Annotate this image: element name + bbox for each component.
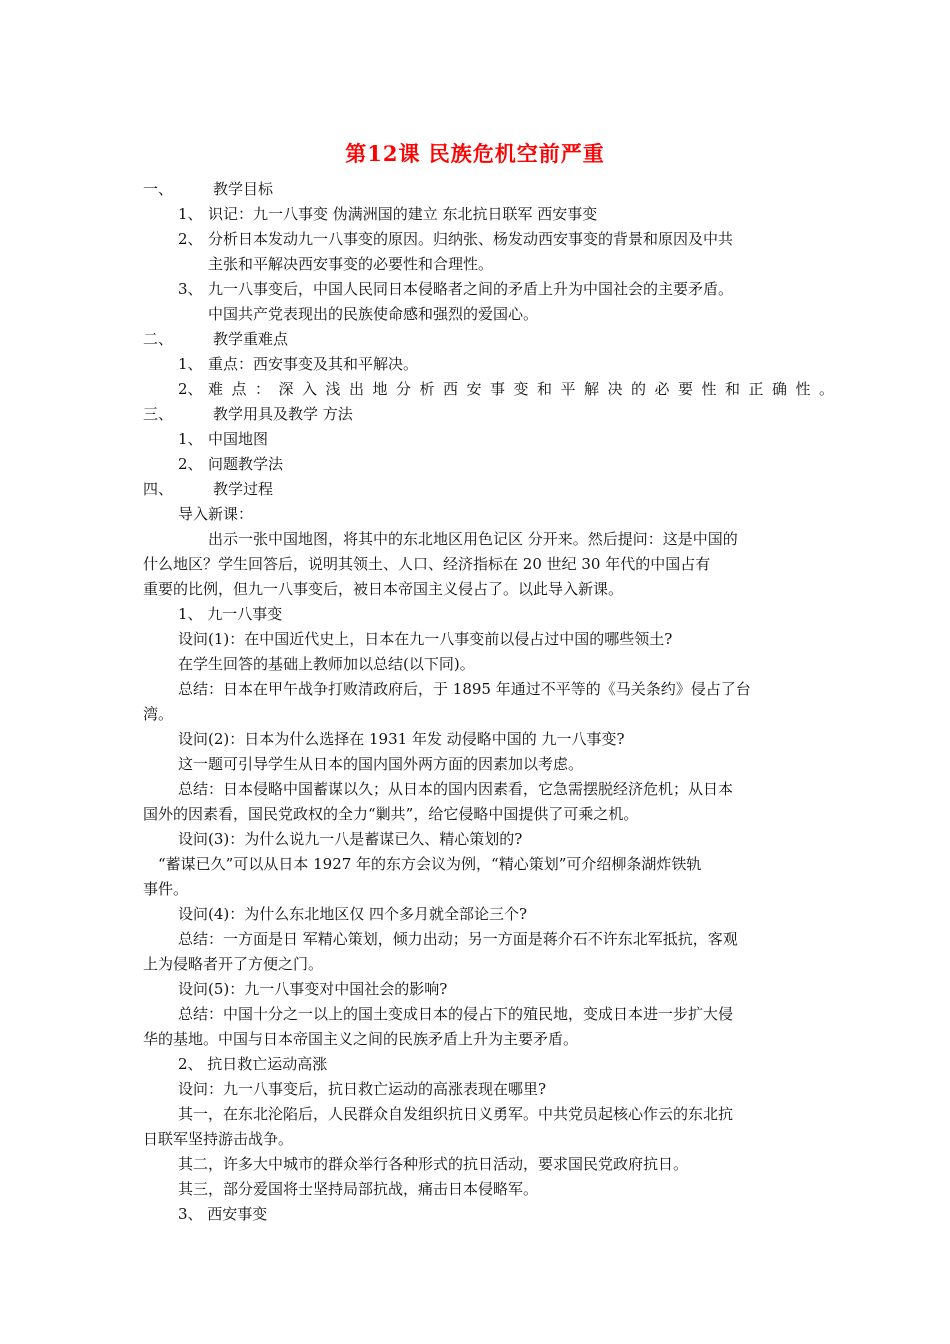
paragraph-line: 这一题可引导学生从日本的国内国外两方面的因素加以考虑。 <box>178 755 584 773</box>
summary-line: “蓄谋已久”可以从日本 1927 年的东方会议为例，“精心策划”可介绍柳条湖炸铁轨 <box>158 855 702 873</box>
summary-line: 华的基地。中国与日本帝国主义之间的民族矛盾上升为主要矛盾。 <box>143 1030 579 1048</box>
tool-text: 中国地图 <box>208 430 269 448</box>
answer-line: 其二，许多大中城市的群众举行各种形式的抗日活动，要求国民党政府抗日。 <box>178 1155 689 1173</box>
goal-text: 识记：九一八事变 伪满洲国的建立 东北抗日联军 西安事变 <box>208 205 598 223</box>
question-line: 设问(2)：日本为什么选择在 1931 年发 动侵略中国的 九一八事变? <box>178 730 625 748</box>
summary-line: 总结：日本在甲午战争打败清政府后，于 1895 年通过不平等的《马关条约》侵占了台 <box>178 680 751 698</box>
summary-line: 上为侵略者开了方便之门。 <box>143 955 324 973</box>
goal-text: 九一八事变后，中国人民同日本侵略者之间的矛盾上升为中国社会的主要矛盾。 <box>208 280 734 298</box>
item-number: 2、 <box>178 380 203 398</box>
answer-line: 日联军坚持游击战争。 <box>143 1130 294 1148</box>
tool-text: 问题教学法 <box>208 455 284 473</box>
summary-line: 国外的因素看，国民党政权的全力“剿共”，给它侵略中国提供了可乘之机。 <box>143 805 639 823</box>
intro-label: 导入新课： <box>178 505 254 523</box>
keypoint-text: 重点：西安事变及其和平解决。 <box>208 355 419 373</box>
answer-line: 其一，在东北沦陷后，人民群众自发组织抗日义勇军。中共党员起核心作云的东北抗 <box>178 1105 734 1123</box>
question-line: 设问(3)：为什么说九一八是蓄谋已久、精心策划的? <box>178 830 523 848</box>
item-number: 2、 <box>178 230 203 248</box>
answer-line: 其三，部分爱国将士坚持局部抗战，痛击日本侵略军。 <box>178 1180 539 1198</box>
summary-line: 总结：一方面是日 军精心策划，倾力出动；另一方面是蒋介石不许东北军抵抗，客观 <box>178 930 738 948</box>
section-heading: 教学重难点 <box>213 330 289 348</box>
section-heading: 教学用具及教学 方法 <box>213 405 353 423</box>
question-line: 设问(4)：为什么东北地区仅 四个多月就全部论三个? <box>178 905 528 923</box>
summary-line: 湾。 <box>143 705 174 723</box>
subsection-heading: 3、 西安事变 <box>178 1205 268 1223</box>
summary-line: 总结：日本侵略中国蓄谋以久；从日本的国内因素看，它急需摆脱经济危机；从日本 <box>178 780 734 798</box>
goal-text-continued: 主张和平解决西安事变的必要性和合理性。 <box>208 255 494 273</box>
item-number: 1、 <box>178 205 203 223</box>
summary-line: 事件。 <box>143 880 189 898</box>
paragraph-line: 重要的比例，但九一八事变后，被日本帝国主义侵占了。以此导入新课。 <box>143 580 624 598</box>
paragraph-line: 什么地区？学生回答后，说明其领土、人口、经济指标在 20 世纪 30 年代的中国占有 <box>143 555 711 573</box>
item-number: 1、 <box>178 355 203 373</box>
section-number: 四、 <box>143 480 174 498</box>
paragraph-line: 出示一张中国地图，将其中的东北地区用色记区 分开来。然后提问：这是中国的 <box>208 530 738 548</box>
question-line: 设问(5)：九一八事变对中国社会的影响? <box>178 980 448 998</box>
item-number: 1、 <box>178 430 203 448</box>
item-number: 3、 <box>178 280 203 298</box>
section-number: 二、 <box>143 330 174 348</box>
question-line: 设问：九一八事变后，抗日救亡运动的高涨表现在哪里? <box>178 1080 547 1098</box>
section-number: 三、 <box>143 405 174 423</box>
goal-text: 分析日本发动九一八事变的原因。归纳张、杨发动西安事变的背景和原因及中共 <box>208 230 734 248</box>
lesson-title: 第12课 民族危机空前严重 <box>345 141 605 166</box>
paragraph-line: 在学生回答的基础上教师加以总结(以下同)。 <box>178 655 475 673</box>
subsection-heading: 2、 抗日救亡运动高涨 <box>178 1055 328 1073</box>
section-heading: 教学目标 <box>213 180 274 198</box>
keypoint-text: 难点：深入浅出地分析西安事变和平解决的必要性和正确性。 <box>208 380 843 398</box>
goal-text-continued: 中国共产党表现出的民族使命感和强烈的爱国心。 <box>208 305 539 323</box>
question-line: 设问(1)：在中国近代史上，日本在九一八事变前以侵占过中国的哪些领土? <box>178 630 673 648</box>
section-number: 一、 <box>143 180 174 198</box>
subsection-heading: 1、 九一八事变 <box>178 605 283 623</box>
section-heading: 教学过程 <box>213 480 274 498</box>
item-number: 2、 <box>178 455 203 473</box>
summary-line: 总结：中国十分之一以上的国土变成日本的侵占下的殖民地，变成日本进一步扩大侵 <box>178 1005 734 1023</box>
